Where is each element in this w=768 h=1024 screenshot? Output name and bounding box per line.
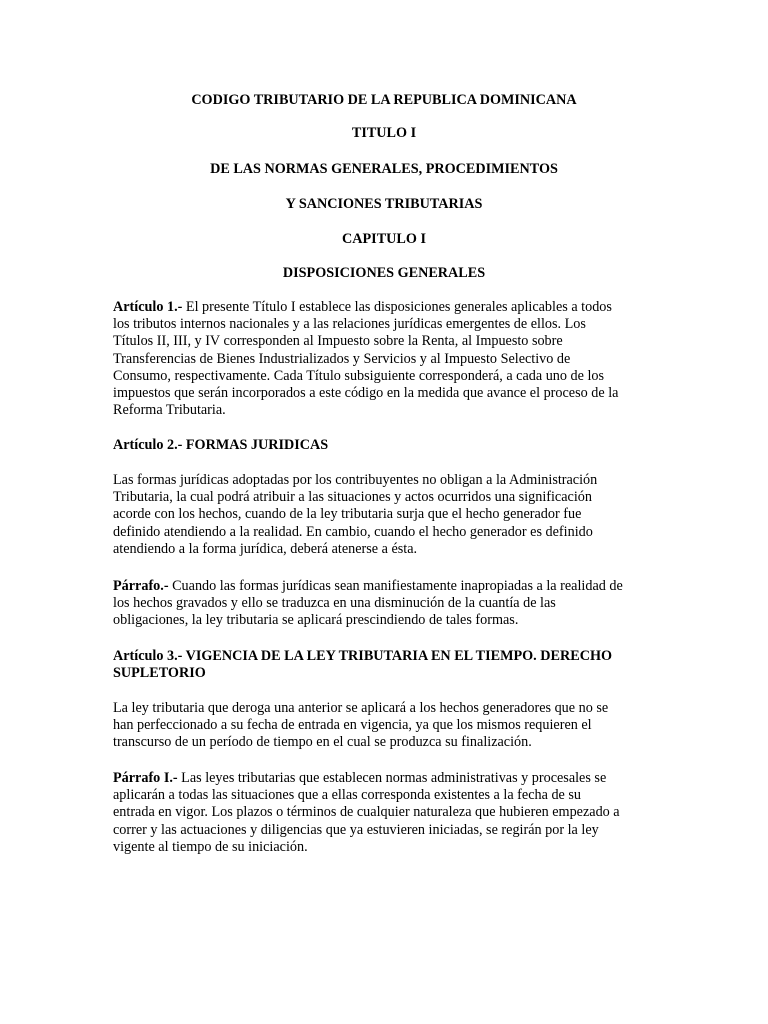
document-title: CODIGO TRIBUTARIO DE LA REPUBLICA DOMINICANA — [191, 92, 577, 108]
article-2-parrafo-line: obligaciones, la ley tributaria se aplicará prescindiendo de tales formas. — [113, 612, 519, 629]
article-1-line: los tributos internos nacionales y a las relaciones jurídicas emergentes de ellos. Los — [113, 316, 586, 333]
article-2-line: atendiendo a la forma jurídica, deberá atenerse a ésta. — [113, 540, 418, 557]
article-3-paragraph — [113, 700, 658, 752]
article-3-heading-line-1: Artículo 3.- VIGENCIA DE LA LEY TRIBUTARIA EN EL TIEMPO. DERECHO — [113, 648, 613, 664]
article-3-parrafo-line: correr y las actuaciones y diligencias que ya estuvieren iniciadas, se regirán por la ley — [113, 821, 599, 838]
article-1-line: impuestos que serán incorporados a este código en la medida que avance el proceso de la — [113, 385, 619, 402]
article-1-paragraph — [113, 299, 658, 419]
article-2-line: Tributaria, la cual podrá atribuir a las situaciones y actos ocurridos una significación — [113, 489, 592, 506]
article-3-parrafo-i — [113, 770, 658, 856]
capitulo-name: DISPOSICIONES GENERALES — [282, 265, 486, 281]
article-2-line: Las formas jurídicas adoptadas por los contribuyentes no obligan a la Administración — [113, 472, 598, 488]
article-3-line: La ley tributaria que deroga una anterior se aplicará a los hechos generadores que no se — [113, 700, 609, 716]
article-3-parrafo-line: aplicarán a todas las situaciones que a ellas corresponda existentes a la fecha de su — [113, 787, 581, 804]
article-2-parrafo-line: los hechos gravados y ello se traduzca en una disminución de la cuantía de las — [113, 595, 556, 612]
article-2-line: definido atendiendo a la realidad. En cambio, cuando el hecho generador es definido — [113, 523, 593, 540]
article-3-parrafo-line: vigente al tiempo de su iniciación. — [113, 838, 308, 855]
article-2-paragraph — [113, 472, 658, 558]
article-3-heading-block — [113, 648, 658, 682]
article-1-line: Artículo 1.- El presente Título I establece las disposiciones generales aplicables a todos — [113, 299, 612, 315]
article-3-line: transcurso de un período de tiempo en el cual se produzca su finalización. — [113, 734, 532, 751]
article-1-line: Títulos II, III, y IV corresponden al Impuesto sobre la Renta, al Impuesto sobre — [113, 333, 563, 350]
article-2-parrafo-line: Párrafo.- Cuando las formas jurídicas sean manifiestamente inapropiadas a la realidad de — [113, 578, 623, 594]
article-1-line: Reforma Tributaria. — [113, 402, 226, 419]
article-2-parrafo — [113, 578, 658, 630]
article-3-parrafo-line: entrada en vigor. Los plazos o términos de cualquier naturaleza que hubieren empezado a — [113, 804, 620, 821]
article-1-line: Transferencias de Bienes Industrializados y Servicios y al Impuesto Selectivo de — [113, 350, 571, 367]
article-2-parrafo-label: Párrafo.- — [113, 578, 169, 594]
capitulo-heading: CAPITULO I — [342, 231, 426, 247]
subtitle-line-1: DE LAS NORMAS GENERALES, PROCEDIMIENTOS — [210, 161, 558, 177]
titulo-heading: TITULO I — [351, 125, 417, 141]
article-3-line: han perfeccionado a su fecha de entrada en vigencia, ya que los mismos requieren el — [113, 717, 592, 734]
article-2-heading-block — [113, 437, 658, 454]
article-3-heading-line-2: SUPLETORIO — [113, 665, 206, 682]
article-3-parrafo-label: Párrafo I.- — [113, 770, 178, 786]
article-2-line: acorde con los hechos, cuando de la ley tributaria surja que el hecho generador fue — [113, 506, 582, 523]
subtitle-line-2: Y SANCIONES TRIBUTARIAS — [285, 196, 483, 212]
article-2-heading: Artículo 2.- FORMAS JURIDICAS — [113, 437, 329, 453]
article-1-label: Artículo 1.- — [113, 299, 183, 315]
article-3-parrafo-line: Párrafo I.- Las leyes tributarias que establecen normas administrativas y procesales se — [113, 770, 607, 786]
article-1-line: Consumo, respectivamente. Cada Título subsiguiente corresponderá, a cada uno de los — [113, 367, 605, 384]
